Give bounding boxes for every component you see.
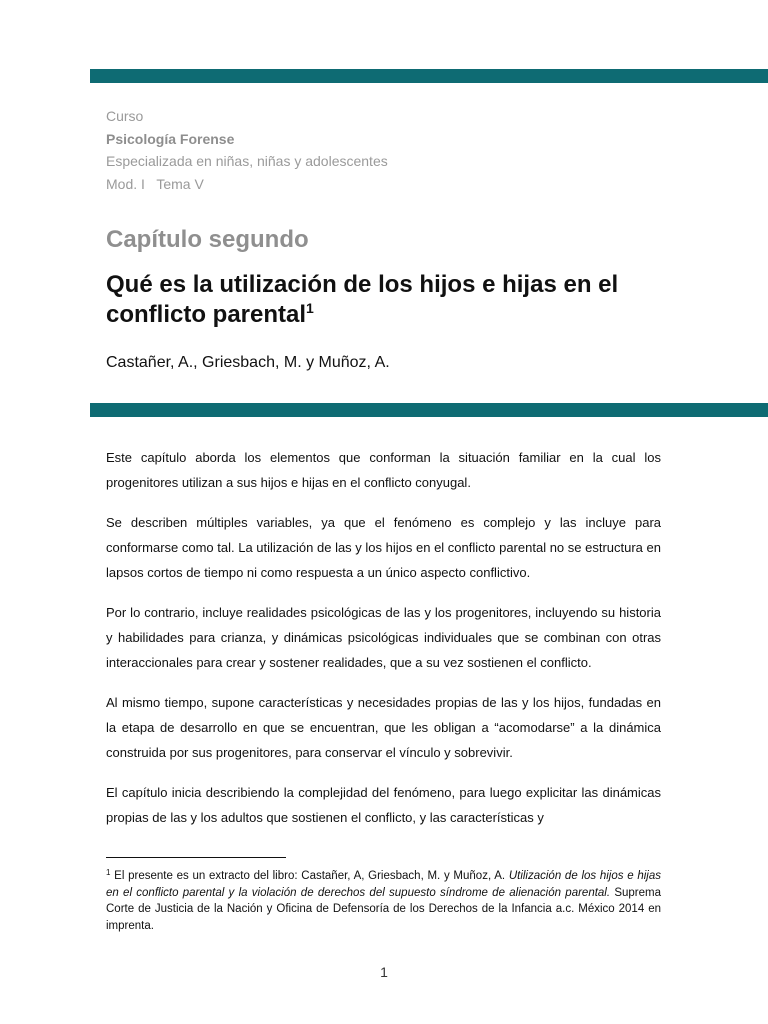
title-footnote-ref[interactable]: 1 <box>306 300 314 316</box>
course-name: Psicología Forense <box>106 130 235 147</box>
authors: Castañer, A., Griesbach, M. y Muñoz, A. <box>106 354 390 371</box>
title-text: Qué es la utilización de los hijos e hijas en el conflicto parental <box>106 271 619 328</box>
section-accent-bar <box>90 403 768 417</box>
course-subtitle: Especializada en niñas, niñas y adolescentes <box>106 153 388 169</box>
chapter-heading: Capítulo segundo <box>106 226 309 253</box>
module-label: Mod. I Tema V <box>106 175 204 192</box>
paragraph: Por lo contrario, incluye realidades psicológicas de las y los progenitores, incluyendo su historia y habilidades para crianza, y dinámicas psicológicas individuales que se combinan con otras interaccionales para crear y sostener realidades, que a su vez sostienen el conflicto. <box>106 605 661 670</box>
course-header <box>106 105 388 195</box>
footnote <box>106 868 661 934</box>
footnote-lead: El presente es un extracto del libro: Castañer, A, Griesbach, M. y Muñoz, A. <box>114 870 506 882</box>
page-title <box>106 270 706 330</box>
paragraph: Este capítulo aborda los elementos que conforman la situación familiar en la cual los progenitores utilizan a sus hijos e hijas en el conflicto conyugal. <box>106 450 661 490</box>
paragraph: El capítulo inicia describiendo la complejidad del fenómeno, para luego explicitar las dinámicas propias de las y los adultos que sostienen el conflicto, y las características y <box>106 785 661 825</box>
footnote-divider <box>106 857 286 858</box>
footnote-rest: Suprema Corte de Justicia de la Nación y Oficina de Defensoría de los Derechos de la Infancia a.c. México 2014 en imprenta. <box>106 886 662 932</box>
paragraph: Se describen múltiples variables, ya que el fenómeno es complejo y las incluye para conformarse como tal. La utilización de las y los hijos en el conflicto parental no se estructura en lapsos cortos de tiempo ni como respuesta a un único aspecto conflictivo. <box>106 515 661 580</box>
footnote-number: 1 <box>106 868 111 877</box>
footnote-book-title: Utilización de los hijos e hijas en el conflicto parental y la violación de derechos del supuesto síndrome de alienación parental. <box>106 870 661 899</box>
course-label: Curso <box>106 108 144 124</box>
paragraph: Al mismo tiempo, supone características y necesidades propias de las y los hijos, fundadas en la etapa de desarrollo en que se encuentran, que les obligan a “acomodarse” a la dinámica construida por sus progenitores, para conservar el vínculo y sobrevivir. <box>106 695 661 760</box>
page-number: 1 <box>380 964 388 980</box>
body-text <box>106 445 661 845</box>
top-accent-bar <box>90 69 768 83</box>
